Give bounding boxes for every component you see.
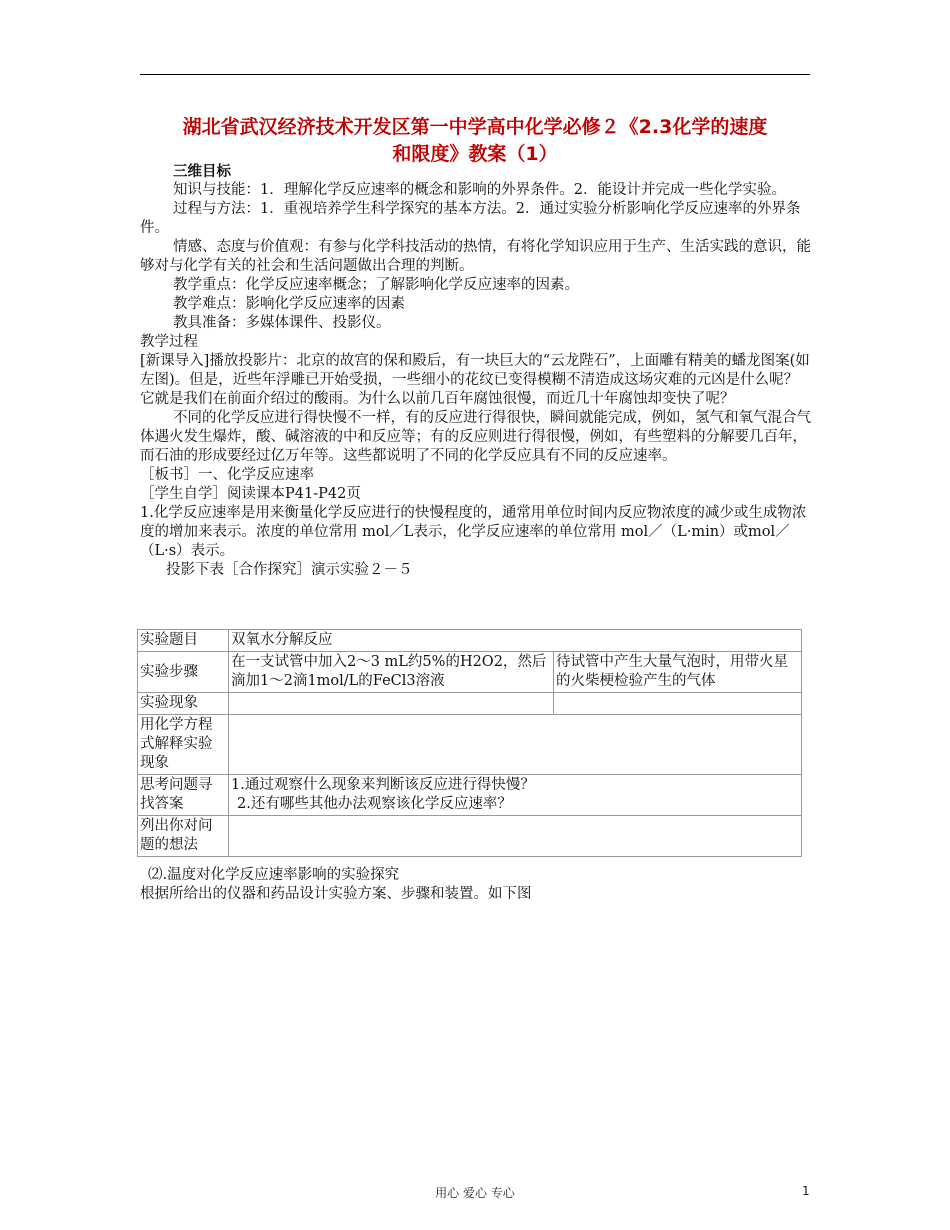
table-cell: 实验步骤 xyxy=(138,652,229,693)
temperature-heading: ⑵.温度对化学反应速率影响的实验探究 xyxy=(148,867,400,883)
self-study-note: ［学生自学］阅读课本P41-P42页 xyxy=(140,486,361,502)
table-row xyxy=(138,775,802,816)
table-cell-empty xyxy=(229,816,802,857)
table-cell: 在一支试管中加入2～3 mL约5%的H2O2，然后滴加1～2滴1mol/L的FeCl3溶液 xyxy=(229,652,554,693)
table-cell: 列出你对问题的想法 xyxy=(138,816,229,857)
board-note: ［板书］一、化学反应速率 xyxy=(140,467,314,483)
table-cell: 实验题目 xyxy=(138,630,229,652)
table-cell: 待试管中产生大量气泡时，用带火星的火柴梗检验产生的气体 xyxy=(554,652,802,693)
table-cell: 用化学方程式解释实验现象 xyxy=(138,715,229,775)
table-row xyxy=(138,693,802,715)
teaching-difficulty: 教学难点：影响化学反应速率的因素 xyxy=(173,296,405,312)
goal-process: 过程与方法：1．重视培养学生科学探究的基本方法。2．通过实验分析影响化学反应速率的外界条件。 xyxy=(140,201,801,236)
projection-note: 投影下表［合作探究］演示实验２－５ xyxy=(166,562,413,578)
table-cell: 实验现象 xyxy=(138,693,229,715)
body-text xyxy=(140,162,812,580)
table-cell: 思考问题寻找答案 xyxy=(138,775,229,816)
title-line-2: 和限度》教案（1） xyxy=(392,143,558,165)
experiment-table xyxy=(137,629,802,857)
page-number: 1 xyxy=(802,1184,810,1198)
design-instruction: 根据所给出的仪器和药品设计实验方案、步骤和装置。如下图 xyxy=(140,886,532,902)
table-cell-empty xyxy=(229,693,554,715)
question-1: 1.通过观察什么现象来判断该反应进行得快慢？ xyxy=(231,777,535,793)
teaching-materials: 教具准备：多媒体课件、投影仪。 xyxy=(173,315,391,331)
table-cell-empty xyxy=(229,715,802,775)
goal-knowledge: 知识与技能：1．理解化学反应速率的概念和影响的外界条件。2．能设计并完成一些化学实验。 xyxy=(173,182,786,198)
table-row xyxy=(138,816,802,857)
title-line-1: 湖北省武汉经济技术开发区第一中学高中化学必修２《2.3化学的速度 xyxy=(182,116,768,138)
reaction-speed-paragraph: 不同的化学反应进行得快慢不一样，有的反应进行得很快，瞬间就能完成，例如，氢气和氧气混合气体遇火发生爆炸，酸、碱溶液的中和反应等；有的反应则进行得很慢，例如，有些塑料的分解要几百年，而石油的形成要经过亿万年等。这些都说明了不同的化学反应具有不同的反应速率。 xyxy=(140,410,811,464)
teaching-key-point: 教学重点：化学反应速率概念；了解影响化学反应速率的因素。 xyxy=(173,277,579,293)
document-title xyxy=(130,114,820,168)
intro-paragraph: [新课导入]播放投影片：北京的故宫的保和殿后，有一块巨大的“云龙陛石”，上面雕有精美的蟠龙图案(如左图)。但是，近些年浮雕已开始受损，一些细小的花纹已变得模糊不清造成这场灾难的元凶是什么呢？它就是我们在前面介绍过的酸雨。为什么以前几百年腐蚀很慢，而近几十年腐蚀却变快了呢？ xyxy=(140,353,810,407)
process-heading: 教学过程 xyxy=(140,334,198,350)
goal-emotion: 情感、态度与价值观：有参与化学科技活动的热情，有将化学知识应用于生产、生活实践的意识，能够对与化学有关的社会和生活问题做出合理的判断。 xyxy=(140,239,811,274)
after-table-text xyxy=(140,866,812,904)
page-footer: 用心 爱心 专心 xyxy=(435,1186,515,1200)
table-row xyxy=(138,715,802,775)
table-row xyxy=(138,630,802,652)
rate-definition: 1.化学反应速率是用来衡量化学反应进行的快慢程度的，通常用单位时间内反应物浓度的减少或生成物浓度的增加来表示。浓度的单位常用 mol／L表示，化学反应速率的单位常用 mol／（L·min）或mol／（L·s）表示。 xyxy=(140,505,807,559)
table-cell-empty xyxy=(554,693,802,715)
table-cell: 双氧水分解反应 xyxy=(229,630,802,652)
section-heading-goals: 三维目标 xyxy=(173,163,231,180)
question-2: 2.还有哪些其他办法观察该化学反应速率？ xyxy=(237,796,512,812)
header-rule xyxy=(140,74,810,75)
table-cell xyxy=(229,775,802,816)
table-row xyxy=(138,652,802,693)
